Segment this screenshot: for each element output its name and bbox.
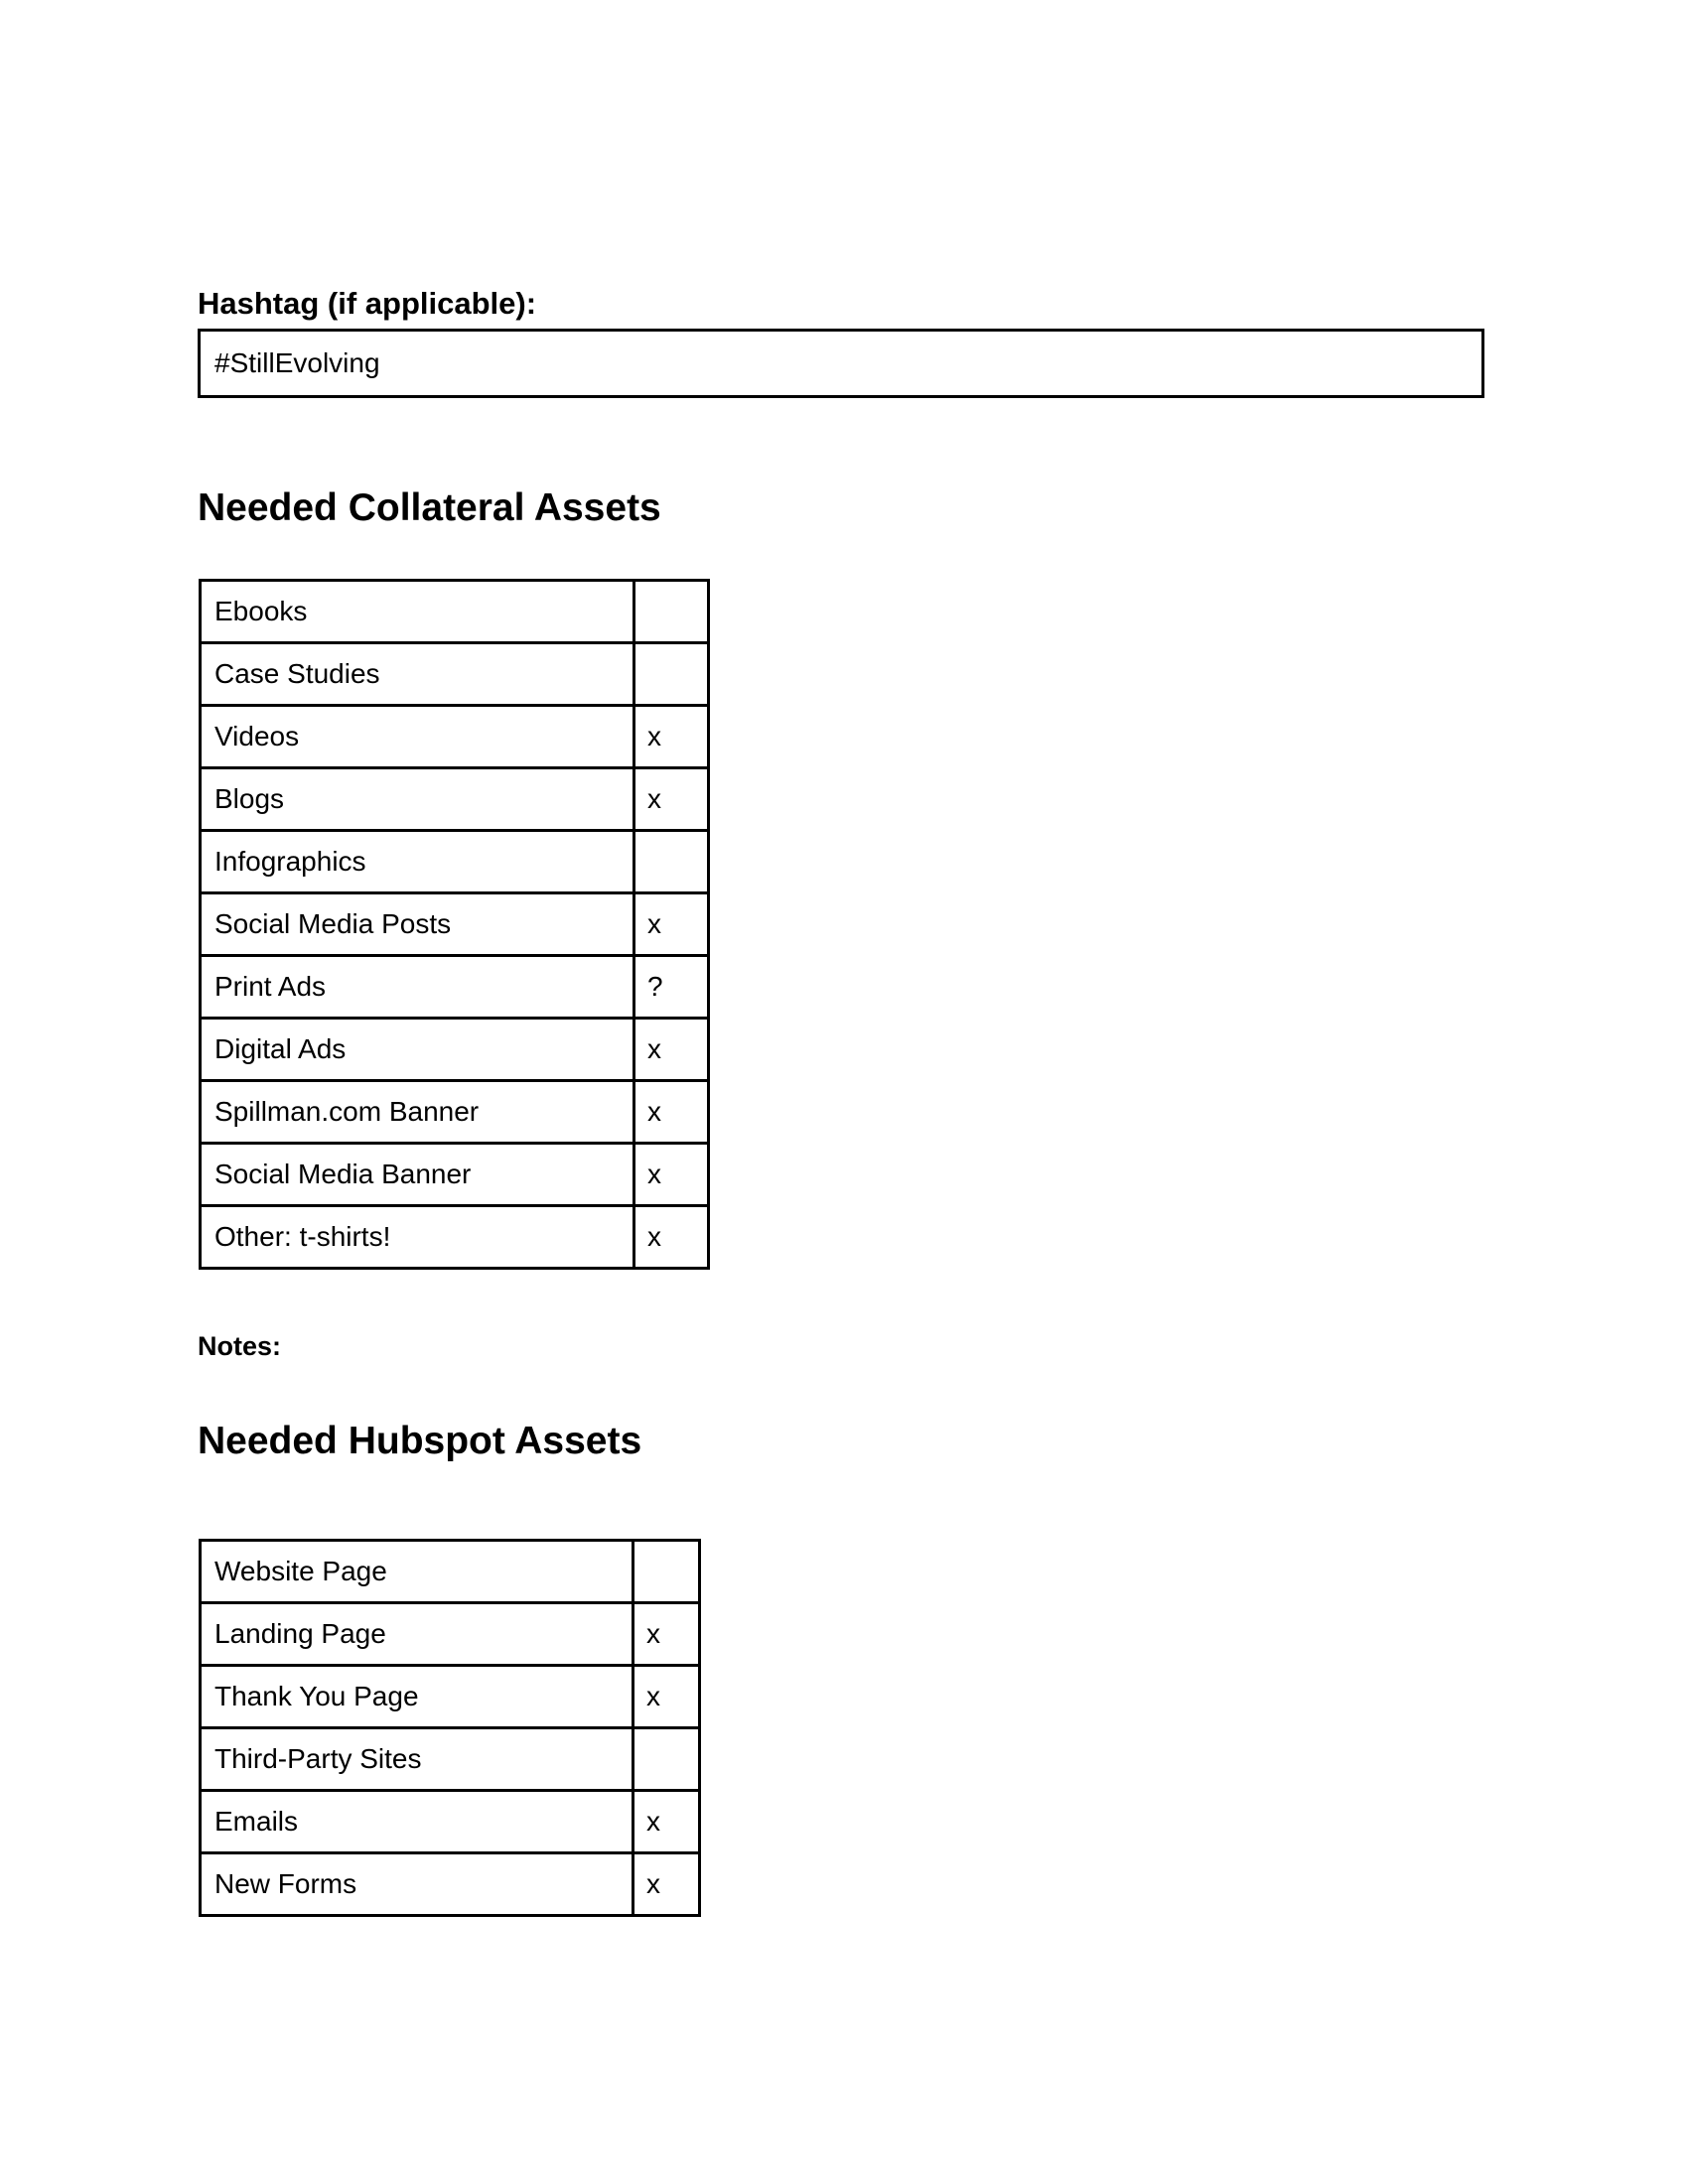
- table-row: [201, 1666, 700, 1728]
- table-row: [201, 831, 709, 893]
- table-row: [201, 1728, 700, 1791]
- table-row: [201, 956, 709, 1019]
- table-row: [201, 1603, 700, 1666]
- table-row: [201, 706, 709, 768]
- asset-selection-cell[interactable]: [634, 831, 709, 893]
- asset-selection-cell[interactable]: x: [634, 1144, 709, 1206]
- table-row: [201, 1791, 700, 1853]
- asset-selection-cell[interactable]: x: [634, 768, 709, 831]
- asset-selection-cell[interactable]: x: [634, 1206, 709, 1269]
- asset-name-cell: Emails: [201, 1791, 633, 1853]
- asset-selection-cell[interactable]: x: [633, 1791, 700, 1853]
- table-row: [201, 893, 709, 956]
- asset-selection-cell[interactable]: x: [633, 1666, 700, 1728]
- asset-name-cell: Other: t-shirts!: [201, 1206, 634, 1269]
- table-row: [201, 1206, 709, 1269]
- table-row: [201, 1081, 709, 1144]
- table-row: [201, 1144, 709, 1206]
- hubspot-assets-table: [199, 1539, 701, 1917]
- asset-name-cell: Social Media Banner: [201, 1144, 634, 1206]
- asset-selection-cell[interactable]: [634, 581, 709, 643]
- asset-name-cell: Ebooks: [201, 581, 634, 643]
- asset-name-cell: Landing Page: [201, 1603, 633, 1666]
- asset-name-cell: Digital Ads: [201, 1019, 634, 1081]
- asset-selection-cell[interactable]: [634, 643, 709, 706]
- hashtag-field[interactable]: [198, 329, 1484, 398]
- hashtag-label: Hashtag (if applicable):: [198, 286, 537, 321]
- asset-name-cell: Print Ads: [201, 956, 634, 1019]
- asset-name-cell: Third-Party Sites: [201, 1728, 633, 1791]
- collateral-section-title: Needed Collateral Assets: [198, 486, 661, 529]
- asset-selection-cell[interactable]: x: [634, 706, 709, 768]
- asset-name-cell: Case Studies: [201, 643, 634, 706]
- asset-name-cell: New Forms: [201, 1853, 633, 1916]
- asset-selection-cell[interactable]: x: [633, 1603, 700, 1666]
- table-row: [201, 1853, 700, 1916]
- asset-selection-cell[interactable]: x: [634, 1019, 709, 1081]
- table-row: [201, 1541, 700, 1603]
- collateral-assets-table: [199, 579, 710, 1270]
- asset-selection-cell[interactable]: x: [633, 1853, 700, 1916]
- hashtag-value: #StillEvolving: [214, 347, 380, 378]
- table-row: [201, 581, 709, 643]
- hubspot-section-title: Needed Hubspot Assets: [198, 1420, 642, 1462]
- asset-selection-cell[interactable]: x: [634, 893, 709, 956]
- table-row: [201, 1019, 709, 1081]
- asset-name-cell: Social Media Posts: [201, 893, 634, 956]
- notes-label: Notes:: [198, 1331, 282, 1361]
- asset-name-cell: Thank You Page: [201, 1666, 633, 1728]
- table-row: [201, 768, 709, 831]
- asset-name-cell: Infographics: [201, 831, 634, 893]
- asset-name-cell: Videos: [201, 706, 634, 768]
- asset-selection-cell[interactable]: [633, 1728, 700, 1791]
- asset-name-cell: Spillman.com Banner: [201, 1081, 634, 1144]
- asset-selection-cell[interactable]: x: [634, 1081, 709, 1144]
- asset-name-cell: Blogs: [201, 768, 634, 831]
- table-row: [201, 643, 709, 706]
- asset-name-cell: Website Page: [201, 1541, 633, 1603]
- asset-selection-cell[interactable]: [633, 1541, 700, 1603]
- asset-selection-cell[interactable]: ?: [634, 956, 709, 1019]
